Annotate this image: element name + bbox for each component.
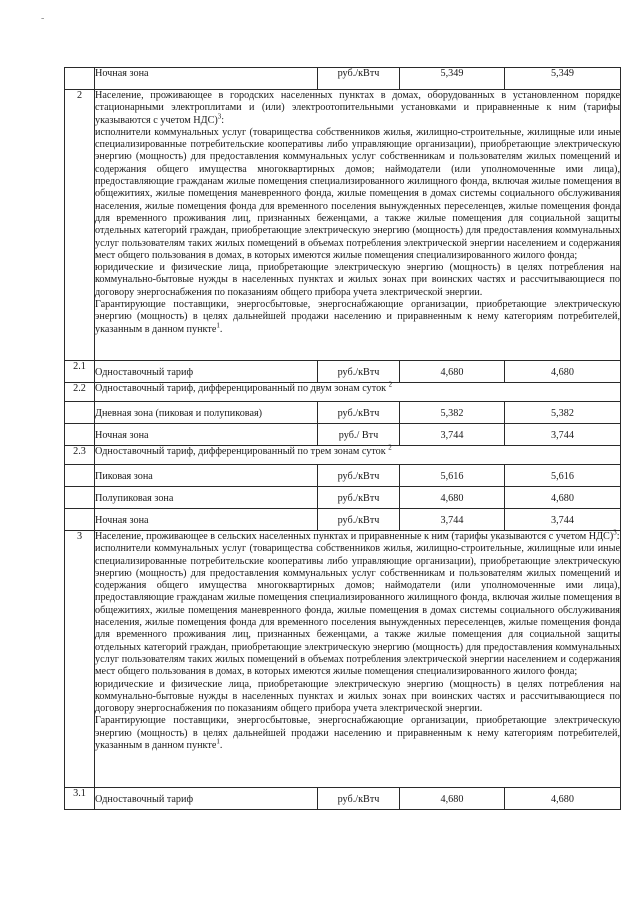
punctuation: : — [616, 531, 620, 542]
table-row — [65, 446, 621, 465]
row-number — [65, 509, 95, 531]
description-paragraph: юридические и физические лица, приобретающие электрическую энергию (мощность) в целях потребления на коммунально-бытовые нужды в населенных пунктах и жилых зонах при воинских частях и рассчитывающиеся по договору энергоснабжения по показаниям общего прибора учета электрической энергии. — [95, 678, 620, 715]
row-number: 2.3 — [65, 446, 95, 465]
row-label: Одноставочный тариф — [95, 361, 318, 383]
row-label — [95, 443, 621, 465]
description-paragraph: исполнители коммунальных услуг (товарищества собственников жилья, жилищно-строительные, жилищные или иные специализированные потребительские кооперативы либо управляющие организации), приобретающие электрическую энергию (мощность) для предоставления коммунальных услуг собственникам и пользователям жилых помещений и содержания общего имущества многоквартирных домов; наймодатели (или уполномоченные ими лица), предоставляющие гражданам жилые помещения специализированного жилищного фонда, включая жилые помещения в общежитиях, жилые помещения маневренного фонда, жилые помещения в домах системы социального обслуживания населения, жилые помещения фонда для временного поселения вынужденных переселенцев, жилые помещения фонда для временного проживания лиц, признанных беженцами, а также жилые помещения для социальной защиты отдельных категорий граждан, приобретающие электрическую энергию (мощность) для предоставления коммунальных услуг пользователям таких жилых помещений в объемах потребления электрической энергии населением и содержания мест общего пользования в домах, в которых имеются жилые помещения специализированного жилого фонда; — [95, 543, 620, 678]
table-row — [65, 788, 621, 810]
row-value-2: 4,680 — [505, 788, 621, 810]
row-number: 3.1 — [65, 788, 95, 810]
row-value-1: 4,680 — [400, 361, 505, 383]
row-value-2: 4,680 — [505, 361, 621, 383]
description-paragraph — [95, 528, 620, 543]
row-unit: руб./кВтч — [318, 788, 400, 810]
footnote-ref: 2 — [388, 380, 393, 389]
category-description — [95, 528, 621, 788]
footnote-ref: 3 — [217, 112, 222, 121]
row-unit: руб./кВтч — [318, 68, 400, 90]
row-unit: руб./ Втч — [318, 424, 400, 446]
footnote-ref: 2 — [388, 443, 392, 452]
description-paragraph — [95, 90, 620, 127]
row-unit: руб./кВтч — [318, 465, 400, 487]
row-value-1: 5,349 — [400, 68, 505, 90]
table-row — [65, 383, 621, 402]
punctuation: : — [221, 114, 225, 126]
footnote-ref: 1 — [216, 321, 220, 330]
description-paragraph: юридические и физические лица, приобретающие электрическую энергию (мощность) в целях потребления на коммунально-бытовые нужды в населенных пунктах и жилых зонах при воинских частях и рассчитывающиеся по договору энергоснабжения по показаниям общего прибора учета электрической энергии. — [95, 262, 620, 298]
punctuation: . — [219, 323, 223, 335]
table-row — [65, 361, 621, 383]
row-number: 2.2 — [65, 383, 95, 402]
row-value-2: 5,382 — [505, 402, 621, 424]
row-value-2: 5,349 — [505, 68, 621, 90]
row-label-text: Одноставочный тариф, дифференцированный по двум зонам суток — [95, 383, 387, 394]
description-paragraph: исполнители коммунальных услуг (товарищества собственников жилья, жилищно-строительные, жилищные или иные специализированные потребительские кооперативы либо управляющие организации), приобретающие электрическую энергию (мощность) для предоставления коммунальных услуг собственникам и пользователям жилых помещений и содержания общего имущества многоквартирных домов; наймодатели (или уполномоченные ими лица), предоставляющие гражданам жилые помещения специализированного жилищного фонда, включая жилые помещения в общежитиях, жилые помещения маневренного фонда, жилые помещения в домах системы социального обслуживания населения, жилые помещения фонда для временного поселения вынужденных переселенцев, жилые помещения фонда для временного проживания лиц, признанных беженцами, а также жилые помещения для социальной защиты отдельных категорий граждан, приобретающие электрическую энергию (мощность) для предоставления коммунальных услуг пользователям таких жилых помещений в объемах потребления электрической энергии населением и содержания мест общего пользования в домах, в которых имеются жилые помещения специализированного жилого фонда; — [95, 126, 620, 261]
row-value-1: 4,680 — [400, 487, 505, 509]
category-description — [95, 90, 621, 361]
table-row — [65, 68, 621, 90]
row-value-2: 4,680 — [505, 487, 621, 509]
row-value-1: 5,616 — [400, 465, 505, 487]
row-number — [65, 424, 95, 446]
table-row — [65, 424, 621, 446]
table-row — [65, 487, 621, 509]
row-value-1: 4,680 — [400, 788, 505, 810]
row-number — [65, 68, 95, 90]
tariff-table — [64, 67, 621, 810]
table-row — [65, 90, 621, 361]
row-value-1: 3,744 — [400, 509, 505, 531]
description-paragraph — [95, 299, 620, 336]
row-label: Дневная зона (пиковая и полупиковая) — [95, 402, 318, 424]
row-unit: руб./кВтч — [318, 402, 400, 424]
footnote-ref: 1 — [216, 737, 220, 746]
row-unit: руб./кВтч — [318, 361, 400, 383]
row-label: Пиковая зона — [95, 465, 318, 487]
row-value-1: 5,382 — [400, 402, 505, 424]
row-value-2: 3,744 — [505, 509, 621, 531]
row-number — [65, 465, 95, 487]
description-text: Население, проживающее в сельских населенных пунктах и приравненные к ним (тарифы указываются с учетом НДС) — [95, 531, 614, 542]
description-paragraph — [95, 715, 620, 752]
row-unit: руб./кВтч — [318, 487, 400, 509]
row-unit: руб./кВтч — [318, 509, 400, 531]
description-text: Гарантирующие поставщики, энергосбытовые, энергоснабжающие организации, приобретающие электрическую энергию (мощность) в целях дальнейшей продажи населению и приравненным к нему категориям потребителей, указанным в данном пункте — [95, 299, 620, 335]
punctuation: . — [219, 740, 223, 752]
row-number: 3 — [65, 531, 95, 788]
row-label: Ночная зона — [95, 509, 318, 531]
table-row — [65, 465, 621, 487]
row-label: Ночная зона — [95, 68, 318, 90]
table-row — [65, 402, 621, 424]
description-text: Гарантирующие поставщики, энергосбытовые, энергоснабжающие организации, приобретающие электрическую энергию (мощность) в целях дальнейшей продажи населению и приравненным к нему категориям потребителей, указанным в данном пункте — [95, 715, 620, 752]
row-label: Полупиковая зона — [95, 487, 318, 509]
row-number: 2.1 — [65, 361, 95, 383]
table-row — [65, 509, 621, 531]
table-row — [65, 531, 621, 788]
row-label: Одноставочный тариф — [95, 788, 318, 810]
footnote-ref: 3 — [613, 528, 617, 537]
row-label-text: Одноставочный тариф, дифференцированный по трем зонам суток — [95, 446, 386, 457]
row-label: Ночная зона — [95, 424, 318, 446]
row-value-1: 3,744 — [400, 424, 505, 446]
row-number: 2 — [65, 90, 95, 361]
row-number — [65, 402, 95, 424]
description-text: Население, проживающее в городских населенных пунктах в домах, оборудованных в установленном порядке стационарными электроплитами и (или) электроотопительными установками и приравненные к ним (тарифы указываются с учетом НДС) — [95, 90, 620, 126]
row-value-2: 3,744 — [505, 424, 621, 446]
row-value-2: 5,616 — [505, 465, 621, 487]
row-number — [65, 487, 95, 509]
row-label — [95, 380, 621, 402]
corner-mark: - — [41, 13, 45, 24]
